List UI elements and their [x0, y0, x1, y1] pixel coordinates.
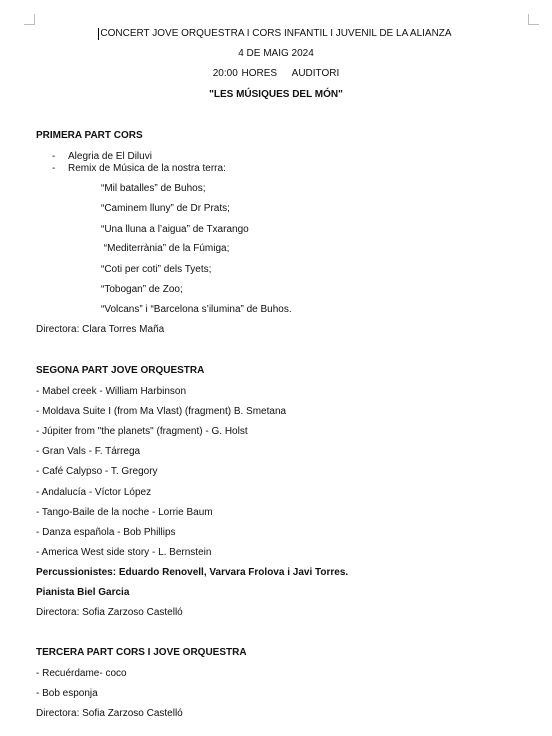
page-corner-mark-top-left — [24, 14, 35, 25]
part2-item[interactable]: - Gran Vals - F. Tárrega — [36, 446, 141, 457]
part2-item[interactable]: - Mabel creek - William Harbinson — [36, 386, 187, 397]
part1-director[interactable]: Directora: Clara Torres Maña — [36, 324, 165, 335]
part3-director[interactable]: Directora: Sofia Zarzoso Castelló — [36, 708, 183, 719]
bullet-dash: - — [52, 163, 56, 174]
part2-item[interactable]: - Café Calypso - T. Gregory — [36, 466, 158, 477]
concert-date[interactable]: 4 DE MAIG 2024 — [238, 48, 314, 59]
part2-item[interactable]: - America West side story - L. Bernstein — [36, 547, 212, 558]
page-corner-mark-top-right — [528, 14, 539, 25]
part3-item[interactable]: - Bob esponja — [36, 688, 98, 699]
part2-item[interactable]: - Danza española - Bob Phillips — [36, 527, 176, 538]
part1-bullet-1[interactable] — [52, 151, 152, 162]
part2-heading[interactable]: SEGONA PART JOVE ORQUESTRA — [36, 365, 205, 376]
part1-heading[interactable]: PRIMERA PART CORS — [36, 130, 143, 141]
part2-pianist[interactable]: Pianista Biel Garcia — [36, 587, 130, 598]
bullet-text: Alegria de El Diluvi — [68, 151, 152, 162]
part3-item[interactable]: - Recuérdame- coco — [36, 668, 127, 679]
part1-song[interactable]: “Tobogan” de Zoo; — [101, 284, 183, 295]
part2-director[interactable]: Directora: Sofia Zarzoso Castelló — [36, 607, 183, 618]
part3-heading[interactable]: TERCERA PART CORS I JOVE ORQUESTRA — [36, 647, 247, 658]
part1-song[interactable]: “Una lluna a l’aigua” de Txarango — [101, 224, 249, 235]
part2-item[interactable]: - Moldava Suite I (from Ma Vlast) (fragment) B. Smetana — [36, 406, 287, 417]
part2-item[interactable]: - Andalucía - Víctor López — [36, 487, 152, 498]
part1-song[interactable]: “Mediterrània” de la Fúmiga; — [101, 243, 230, 254]
part2-item[interactable]: - Tango-Baile de la noche - Lorrie Baum — [36, 507, 213, 518]
concert-time-place[interactable]: 20:00 HORES AUDITORI — [212, 68, 340, 79]
concert-title[interactable]: CONCERT JOVE ORQUESTRA I CORS INFANTIL I JUVENIL DE LA ALIANZA — [100, 28, 452, 39]
part1-song[interactable]: “Mil batalles” de Buhos; — [101, 183, 206, 194]
part1-song[interactable]: “Caminem lluny” de Dr Prats; — [101, 203, 230, 214]
part1-song[interactable]: “Volcans” i “Barcelona s’ilumina” de Buhos. — [101, 304, 292, 315]
bullet-dash: - — [52, 151, 56, 162]
part1-song[interactable]: “Coti per coti” dels Tyets; — [101, 264, 212, 275]
part1-bullet-2[interactable] — [52, 163, 226, 174]
part2-percussion[interactable]: Percussionistes: Eduardo Renovell, Varvara Frolova i Javi Torres. — [36, 567, 349, 578]
part2-item[interactable]: - Júpiter from "the planets" (fragment) - G. Holst — [36, 426, 248, 437]
concert-subtitle[interactable]: "LES MÚSIQUES DEL MÓN" — [209, 89, 343, 100]
bullet-text: Remix de Música de la nostra terra: — [68, 163, 226, 174]
